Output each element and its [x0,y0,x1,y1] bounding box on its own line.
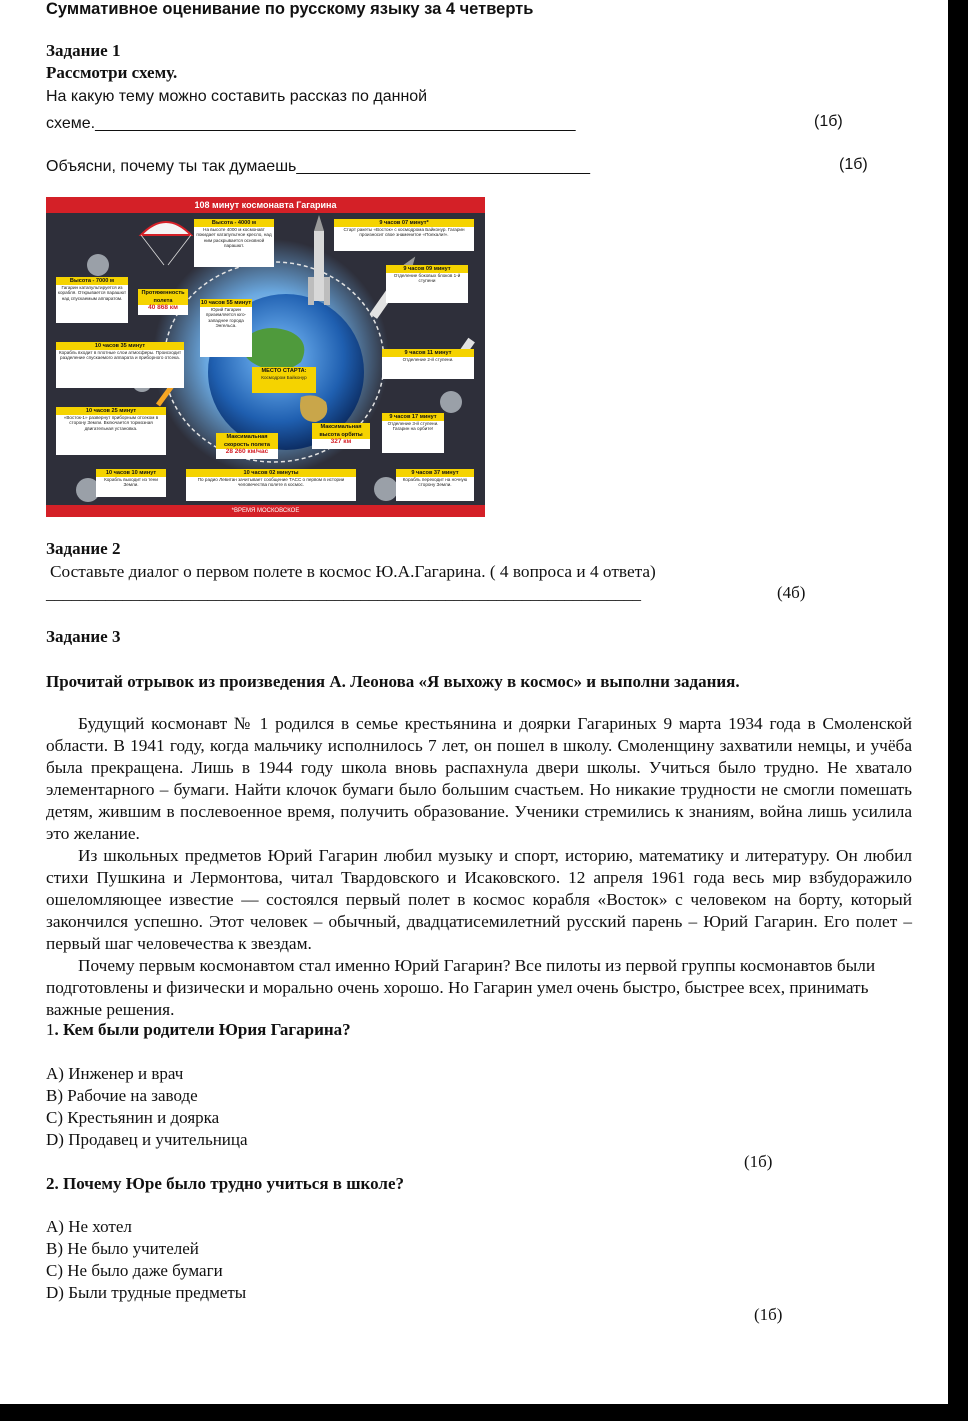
info-box: Максимальная скорость полета 28 260 км/час [216,433,278,459]
capsule [374,477,398,501]
question1-score: (1б) [744,1152,773,1171]
info-box: 9 часов 07 минут* Старт ракеты «Восток» с космодрома Байконур. Гагарин произносит свое знаменитое «Поехали!». [334,219,474,251]
infographic-footer: *ВРЕМЯ МОСКОВСКОЕ [46,505,485,517]
task2-answer-line: ______________________________________________________________________ [46,584,641,603]
task2-score: (4б) [777,583,806,602]
capsule [440,391,462,413]
info-box: Высота - 7000 м Гагарин катапультируется из корабля. Открывается парашют над спускаемым аппаратом. [56,277,128,323]
question1-title: 1. Кем были родители Юрия Гагарина? [46,1020,351,1039]
info-box: 9 часов 37 минут Корабль переходит на ночную сторону Земли. [396,469,474,501]
info-box: 9 часов 09 минут Отделение боковых блоков 1-й ступени [386,265,468,303]
question2-option: D) Были трудные предметы [46,1283,247,1302]
gagarin-infographic [46,197,485,517]
info-box: Высота - 4000 м На высоте 4000 м космонавт покидает катапультное кресло, над ним раскрывается основной парашют. [194,219,274,267]
info-box: 10 часов 35 минут Корабль входит в плотные слои атмосферы. Происходит разделение спускаемого аппарата и приборного отсека. [56,342,184,388]
task1-instruction: Рассмотри схему. [46,63,178,82]
task2-heading: Задание 2 [46,539,121,558]
task2-instruction: Составьте диалог о первом полете в космос Ю.А.Гагарина. ( 4 вопроса и 4 ответа) [50,562,656,581]
question1-option: D) Продавец и учительница [46,1130,248,1149]
info-box: 10 часов 02 минуты По радио Левитан зачитывает сообщение ТАСС о первом в истории человечества полете в космос. [186,469,356,501]
question2-option: A) Не хотел [46,1217,132,1236]
infographic-title: 108 минут космонавта Гагарина [46,197,485,213]
task1-question2-score: (1б) [839,156,868,173]
question1-option: A) Инженер и врач [46,1064,184,1083]
info-box: 9 часов 17 минут Отделение 3-й ступени. Гагарин на орбите! [382,413,444,453]
question1-option: B) Рабочие на заводе [46,1086,198,1105]
parachute [141,222,191,235]
question2-option: B) Не было учителей [46,1239,199,1258]
info-box: 10 часов 55 минут Юрий Гагарин приземляется юго-западнее города Энгельса. [200,299,252,357]
task1-question1-line1: На какую тему можно составить рассказ по данной [46,88,428,105]
info-box: 10 часов 25 минут «Восток-1» развернут приборным отсеком в сторону Земли. Включается тормозная двигательная установка. [56,407,166,455]
passage-paragraph: Будущий космонавт № 1 родился в семье крестьянина и доярки Гагариных 9 марта 1934 года в Смоленской области. В 1941 году, когда мальчику исполнилось 7 лет, он пошел в школу. Смоленщину захватили немцы, и учёба была прекращена. Лишь в 1944 году школа вновь распахнула двери школы. Учиться было трудно. Не хватало элементарного – бумаги. Найти клочок бумаги было большим счастьем. Но никакие трудности не смогли помешать детям, жившим в послевоенное время, получить образование. Ученики стремились к знаниям, война лишь усилила это желание. [46,714,912,843]
info-box: Протяженность полета 40 868 км [138,289,188,315]
page-title: Суммативное оценивание по русскому языку за 4 четверть [46,0,534,18]
question2-option: C) Не было даже бумаги [46,1261,223,1280]
info-box: Максимальная высота орбиты 327 км [312,423,370,449]
info-box: 10 часов 10 минут Корабль выходит из тени Земли. [96,469,166,497]
task1-heading: Задание 1 [46,41,121,60]
passage-paragraph: Из школьных предметов Юрий Гагарин любил музыку и спорт, историю, математику и литературу. Он любил стихи Пушкина и Лермонтова, читал Твардовского и Исаковского. 12 апреля 1961 года весь мир взбудоражило ошеломляющее известие — состоялся первый полет в космос корабля «Восток» с человеком на борту, который закончился успешно. Этот человек – обычный, двадцатисемилетний русский парень – Юрий Гагарин. Его полет – первый шаг человечества к звездам. [46,846,912,953]
task1-question1-score: (1б) [814,113,843,130]
task3-instruction: Прочитай отрывок из произведения А. Леонова «Я выхожу в космос» и выполни задания. [46,672,740,691]
reading-passage [46,713,912,1021]
question2-title: 2. Почему Юре было трудно учиться в школе? [46,1174,404,1193]
capsule [87,254,109,276]
question1-option: C) Крестьянин и доярка [46,1108,220,1127]
task1-question2: Объясни, почему ты так думаешь_________________________________ [46,158,591,175]
task1-question1-line2: схеме.______________________________________________________ [46,115,576,132]
info-box: МЕСТО СТАРТА: Космодром Байконур [252,367,316,393]
task3-heading: Задание 3 [46,627,121,646]
question2-score: (1б) [754,1305,783,1324]
passage-paragraph: Почему первым космонавтом стал именно Юрий Гагарин? Все пилоты из первой группы космонавтов были подготовлены и физически и морально очень хорошо. Но Гагарин умел очень быстро, быстрее всех, принимать важные решения. [46,956,876,1019]
info-box: 9 часов 11 минут Отделение 2-й ступени. [382,349,474,379]
